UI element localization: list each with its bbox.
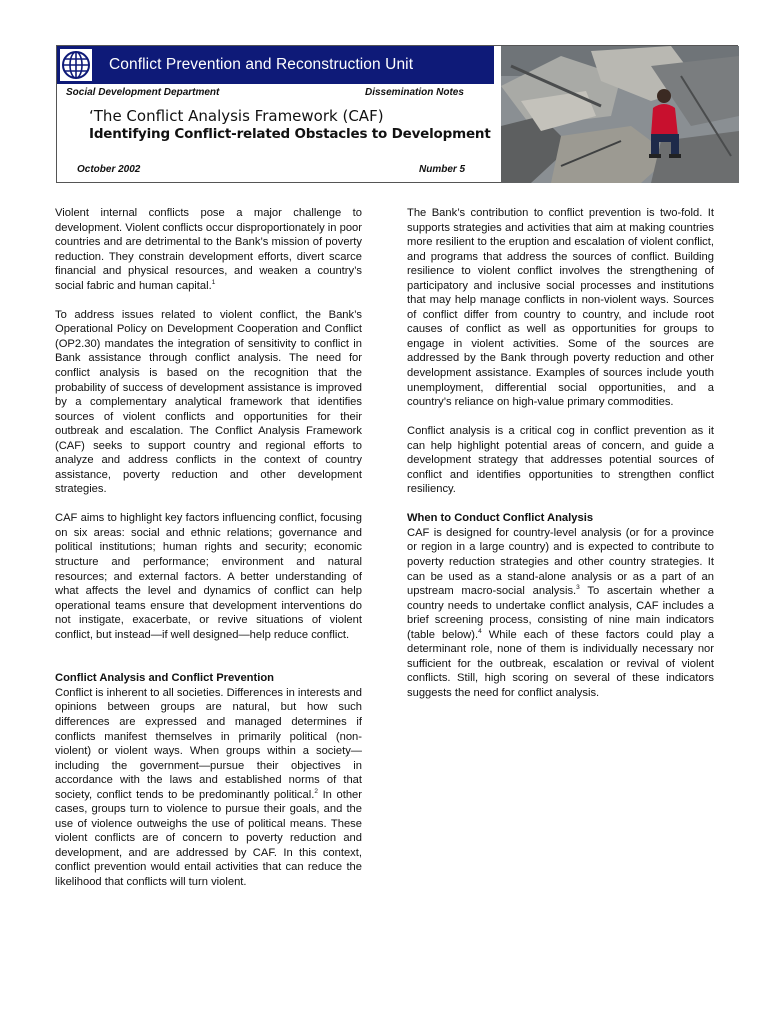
left-column bbox=[55, 206, 362, 904]
section-heading-when-to-conduct: When to Conduct Conflict Analysis bbox=[407, 512, 594, 525]
bank-contribution-paragraph: The Bank’s contribution to conflict prevention is two-fold. It supports strategies and activities that aim at making countries more resilient to the eruption and escalation of violent conflict, and programs that address the sources of conflict. Building resilience to violent conflict involves the strengthening of participatory and inclusive social processes and institutions that may help manage conflicts in non-violent ways. Sources of conflict differ from country to country, and include root causes of conflict as well as opportunities for groups to engage in violent activities. Some of the sources are addressed by the Bank through poverty reduction and other development assistance. Examples of sources include youth unemployment, differential social opportunities, and a country’s reliance on high-value primary commodities. bbox=[407, 207, 714, 409]
series-label: Dissemination Notes bbox=[365, 87, 464, 98]
footnote-marker: 2 bbox=[314, 787, 318, 795]
document-title: ‘The Conflict Analysis Framework (CAF) bbox=[89, 107, 384, 125]
footnote-marker: 3 bbox=[576, 584, 580, 592]
right-column bbox=[407, 206, 714, 715]
op230-paragraph: To address issues related to violent conflict, the Bank’s Operational Policy on Development Cooperation and Conflict (OP2.30) mandates the integration of sensitivity to conflict in Bank assistance through conflict analysis. The need for conflict analysis is based on the recognition that the probability of success of development assistance is improved by a complementary analytical framework that identifies sources of violent conflicts and opportunities for their outbreak and escalation. The Conflict Analysis Framework (CAF) seeks to support country and regional efforts to analyze and address conflicts in the context of country assistance, poverty reduction and other development strategies. bbox=[55, 308, 362, 496]
rubble-photo bbox=[501, 46, 739, 183]
footnote-marker: 4 bbox=[478, 627, 482, 635]
globe-icon bbox=[60, 49, 92, 81]
critical-cog-paragraph: Conflict analysis is a critical cog in conflict prevention as it can help highlight potential areas of concern, and guide a development strategy that addresses potential sources of conflict and identifies opportunities to strengthen conflict resiliency. bbox=[407, 425, 714, 496]
unit-title: Conflict Prevention and Reconstruction Unit bbox=[109, 56, 414, 73]
section-heading-conflict-prevention: Conflict Analysis and Conflict Prevention bbox=[55, 672, 275, 685]
unit-banner bbox=[57, 46, 494, 84]
when-to-conduct-paragraph: CAF is designed for country-level analysis (or for a province or region in a large country) and is expected to contribute to poverty reduction strategies and other country strategies. It can be used as a stand-alone analysis or as a part of an upstream macro-social analysis.$^3$ To ascertain whether a country needs to undertake conflict analysis, CAF includes a brief screening process, consisting of nine main indicators (table below).$^4$ While each of these factors could play a determinant role, none of them is individually necessary nor sufficient for the outbreak, escalation or revival of violent conflicts. Still, high scoring on several of these indicators suggests the need for conflict analysis. bbox=[407, 526, 714, 699]
issue-date: October 2002 bbox=[77, 164, 141, 175]
issue-number: Number 5 bbox=[419, 164, 466, 175]
person-on-rubble-illustration bbox=[501, 46, 739, 183]
conflict-inherent-paragraph: Conflict is inherent to all societies. Differences in interests and opinions between groups are natural, but how such differences are expressed and managed determines if conflicts manifest themselves in primarily political (non-violent) or violent ways. When groups within a society—including the government—pursue their objectives in accordance with the laws and established norms of that society, conflict tends to be predominantly political.$^2$ In other cases, groups turn to violence to pursue their goals, and the use of violence outweighs the use of political means. These violent conflicts are of concern to poverty reduction and development, and are addressed by CAF. In this context, conflict prevention would entail activities that can reduce the likelihood that conflicts will turn violent. bbox=[55, 686, 362, 888]
caf-aims-paragraph: CAF aims to highlight key factors influencing conflict, focusing on six areas: social and ethnic relations; governance and political institutions; human rights and security; economic structure and performance; environment and natural resources; and external factors. A better understanding of what affects the level and dynamics of conflict can help operational teams ensure that development interventions do not instigate, exacerbate, or revive situations of violent conflict, but instead—if well designed—help reduce conflict. bbox=[55, 512, 362, 641]
footnote-marker: 1 bbox=[211, 278, 216, 286]
masthead bbox=[56, 45, 738, 183]
intro-paragraph: Violent internal conflicts pose a major challenge to development. Violent conflicts occur disproportionately in poor countries and are detrimental to the Bank’s mission of poverty reduction. They constrain development efforts, divert scarce financial and physical resources, and weaken a country’s social fabric and human capital.$^1$ bbox=[55, 207, 363, 292]
department-label: Social Development Department bbox=[66, 87, 220, 98]
document-subtitle: Identifying Conflict-related Obstacles to Development bbox=[89, 126, 491, 142]
